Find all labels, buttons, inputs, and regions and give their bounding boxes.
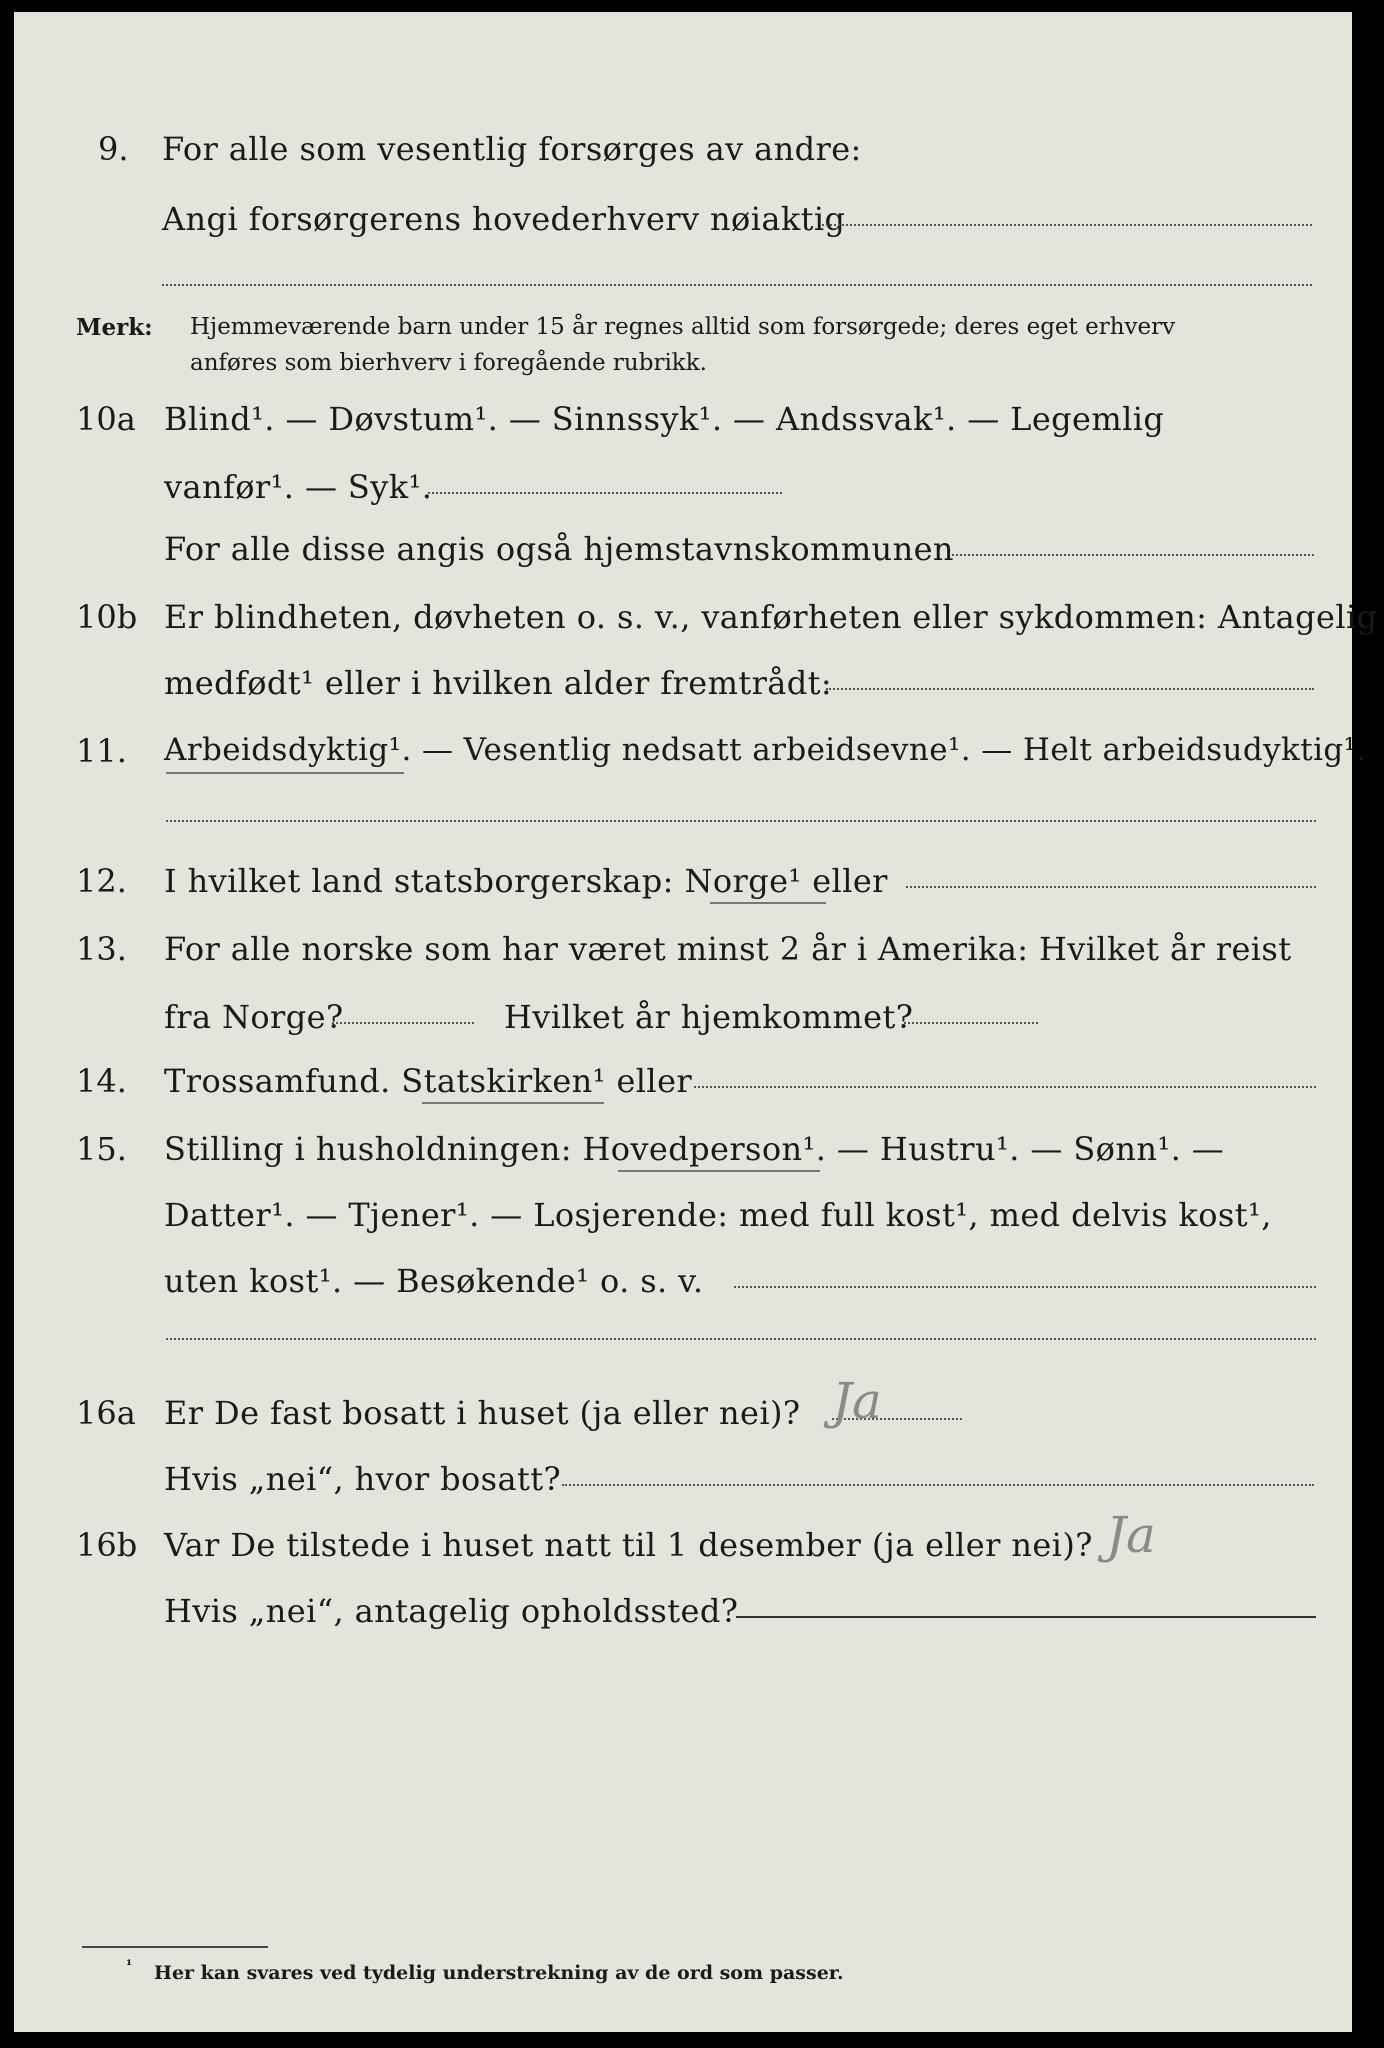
q15-line1: Stilling i husholdningen: Hovedperson¹. — Hustru¹. — Sønn¹. — <box>164 1130 1225 1168</box>
q16a-handwritten-answer: Ja <box>832 1372 882 1430</box>
q10a-line2: vanfør¹. — Syk¹. <box>164 468 433 506</box>
q9-answer-field-2[interactable] <box>162 284 1312 286</box>
q10b-answer-field[interactable] <box>826 688 1314 690</box>
q11-line1: Arbeidsdyktig¹. — Vesentlig nedsatt arbeidsevne¹. — Helt arbeidsudyktig¹. <box>164 732 1367 768</box>
q9-line2: Angi forsørgerens hovederhverv nøiaktig <box>162 200 846 238</box>
merk-line2: anføres som bierhverv i foregående rubrikk. <box>190 350 707 376</box>
footnote-mark: ¹ <box>126 1958 133 1974</box>
q16b-number: 16b <box>76 1526 138 1564</box>
q15-answer-field-2[interactable] <box>166 1338 1316 1340</box>
q14-underline-mark <box>422 1102 604 1104</box>
q13-line2b: Hvilket år hjemkommet? <box>504 998 914 1036</box>
q16b-opholdssted-field[interactable] <box>736 1616 1316 1618</box>
q9-line1: For alle som vesentlig forsørges av andre: <box>162 130 862 168</box>
footnote-rule <box>82 1946 268 1948</box>
q10b-line1: Er blindheten, døvheten o. s. v., vanførheten eller sykdommen: Antagelig <box>164 598 1378 636</box>
q16a-number: 16a <box>76 1394 136 1432</box>
q12-answer-field[interactable] <box>906 886 1316 888</box>
q15-line2: Datter¹. — Tjener¹. — Losjerende: med full kost¹, med delvis kost¹, <box>164 1196 1272 1234</box>
q9-number: 9. <box>98 130 129 168</box>
q16b-handwritten-answer: Ja <box>1106 1506 1156 1564</box>
q11-underline-mark <box>166 772 404 774</box>
q15-answer-field[interactable] <box>734 1286 1316 1288</box>
footnote-text: Her kan svares ved tydelig understrekning av de ord som passer. <box>154 1962 844 1984</box>
q9-answer-field[interactable] <box>822 224 1312 226</box>
q12-line1: I hvilket land statsborgerskap: Norge¹ eller <box>164 862 888 900</box>
q15-line3: uten kost¹. — Besøkende¹ o. s. v. <box>164 1262 704 1300</box>
merk-line1: Hjemmeværende barn under 15 år regnes alltid som forsørgede; deres eget erhverv <box>190 314 1176 340</box>
q13-reist-field[interactable] <box>332 1022 474 1024</box>
q10a-number: 10a <box>76 400 136 438</box>
q13-hjemkommet-field[interactable] <box>904 1022 1038 1024</box>
q15-underline-mark <box>618 1170 820 1172</box>
merk-label: Merk: <box>76 314 153 341</box>
q10b-number: 10b <box>76 598 138 636</box>
q12-number: 12. <box>76 862 127 900</box>
q14-line1: Trossamfund. Statskirken¹ eller <box>164 1062 693 1100</box>
q10a-line1: Blind¹. — Døvstum¹. — Sinnssyk¹. — Andssvak¹. — Legemlig <box>164 400 1165 438</box>
q12-underline-mark <box>710 902 826 904</box>
q11-number: 11. <box>76 732 127 770</box>
q16a-line2: Hvis „nei“, hvor bosatt? <box>164 1460 562 1498</box>
q16b-line1: Var De tilstede i huset natt til 1 desember (ja eller nei)? <box>164 1526 1093 1564</box>
q10a-hjemstavn-field[interactable] <box>952 554 1314 556</box>
q15-number: 15. <box>76 1130 127 1168</box>
q10a-line3: For alle disse angis også hjemstavnskommunen <box>164 530 954 568</box>
q16b-line2: Hvis „nei“, antagelig opholdssted? <box>164 1592 739 1630</box>
q16a-bosatt-field[interactable] <box>562 1484 1314 1486</box>
q14-number: 14. <box>76 1062 127 1100</box>
q10a-answer-field[interactable] <box>428 492 782 494</box>
q14-answer-field[interactable] <box>694 1086 1316 1088</box>
q11-answer-field[interactable] <box>166 820 1316 822</box>
census-form-page <box>14 12 1378 2032</box>
q16a-line1: Er De fast bosatt i huset (ja eller nei)? <box>164 1394 801 1432</box>
q13-number: 13. <box>76 930 127 968</box>
q13-line1: For alle norske som har været minst 2 år i Amerika: Hvilket år reist <box>164 930 1292 968</box>
q10b-line2: medfødt¹ eller i hvilken alder fremtrådt: <box>164 664 833 702</box>
q13-line2a: fra Norge? <box>164 998 344 1036</box>
